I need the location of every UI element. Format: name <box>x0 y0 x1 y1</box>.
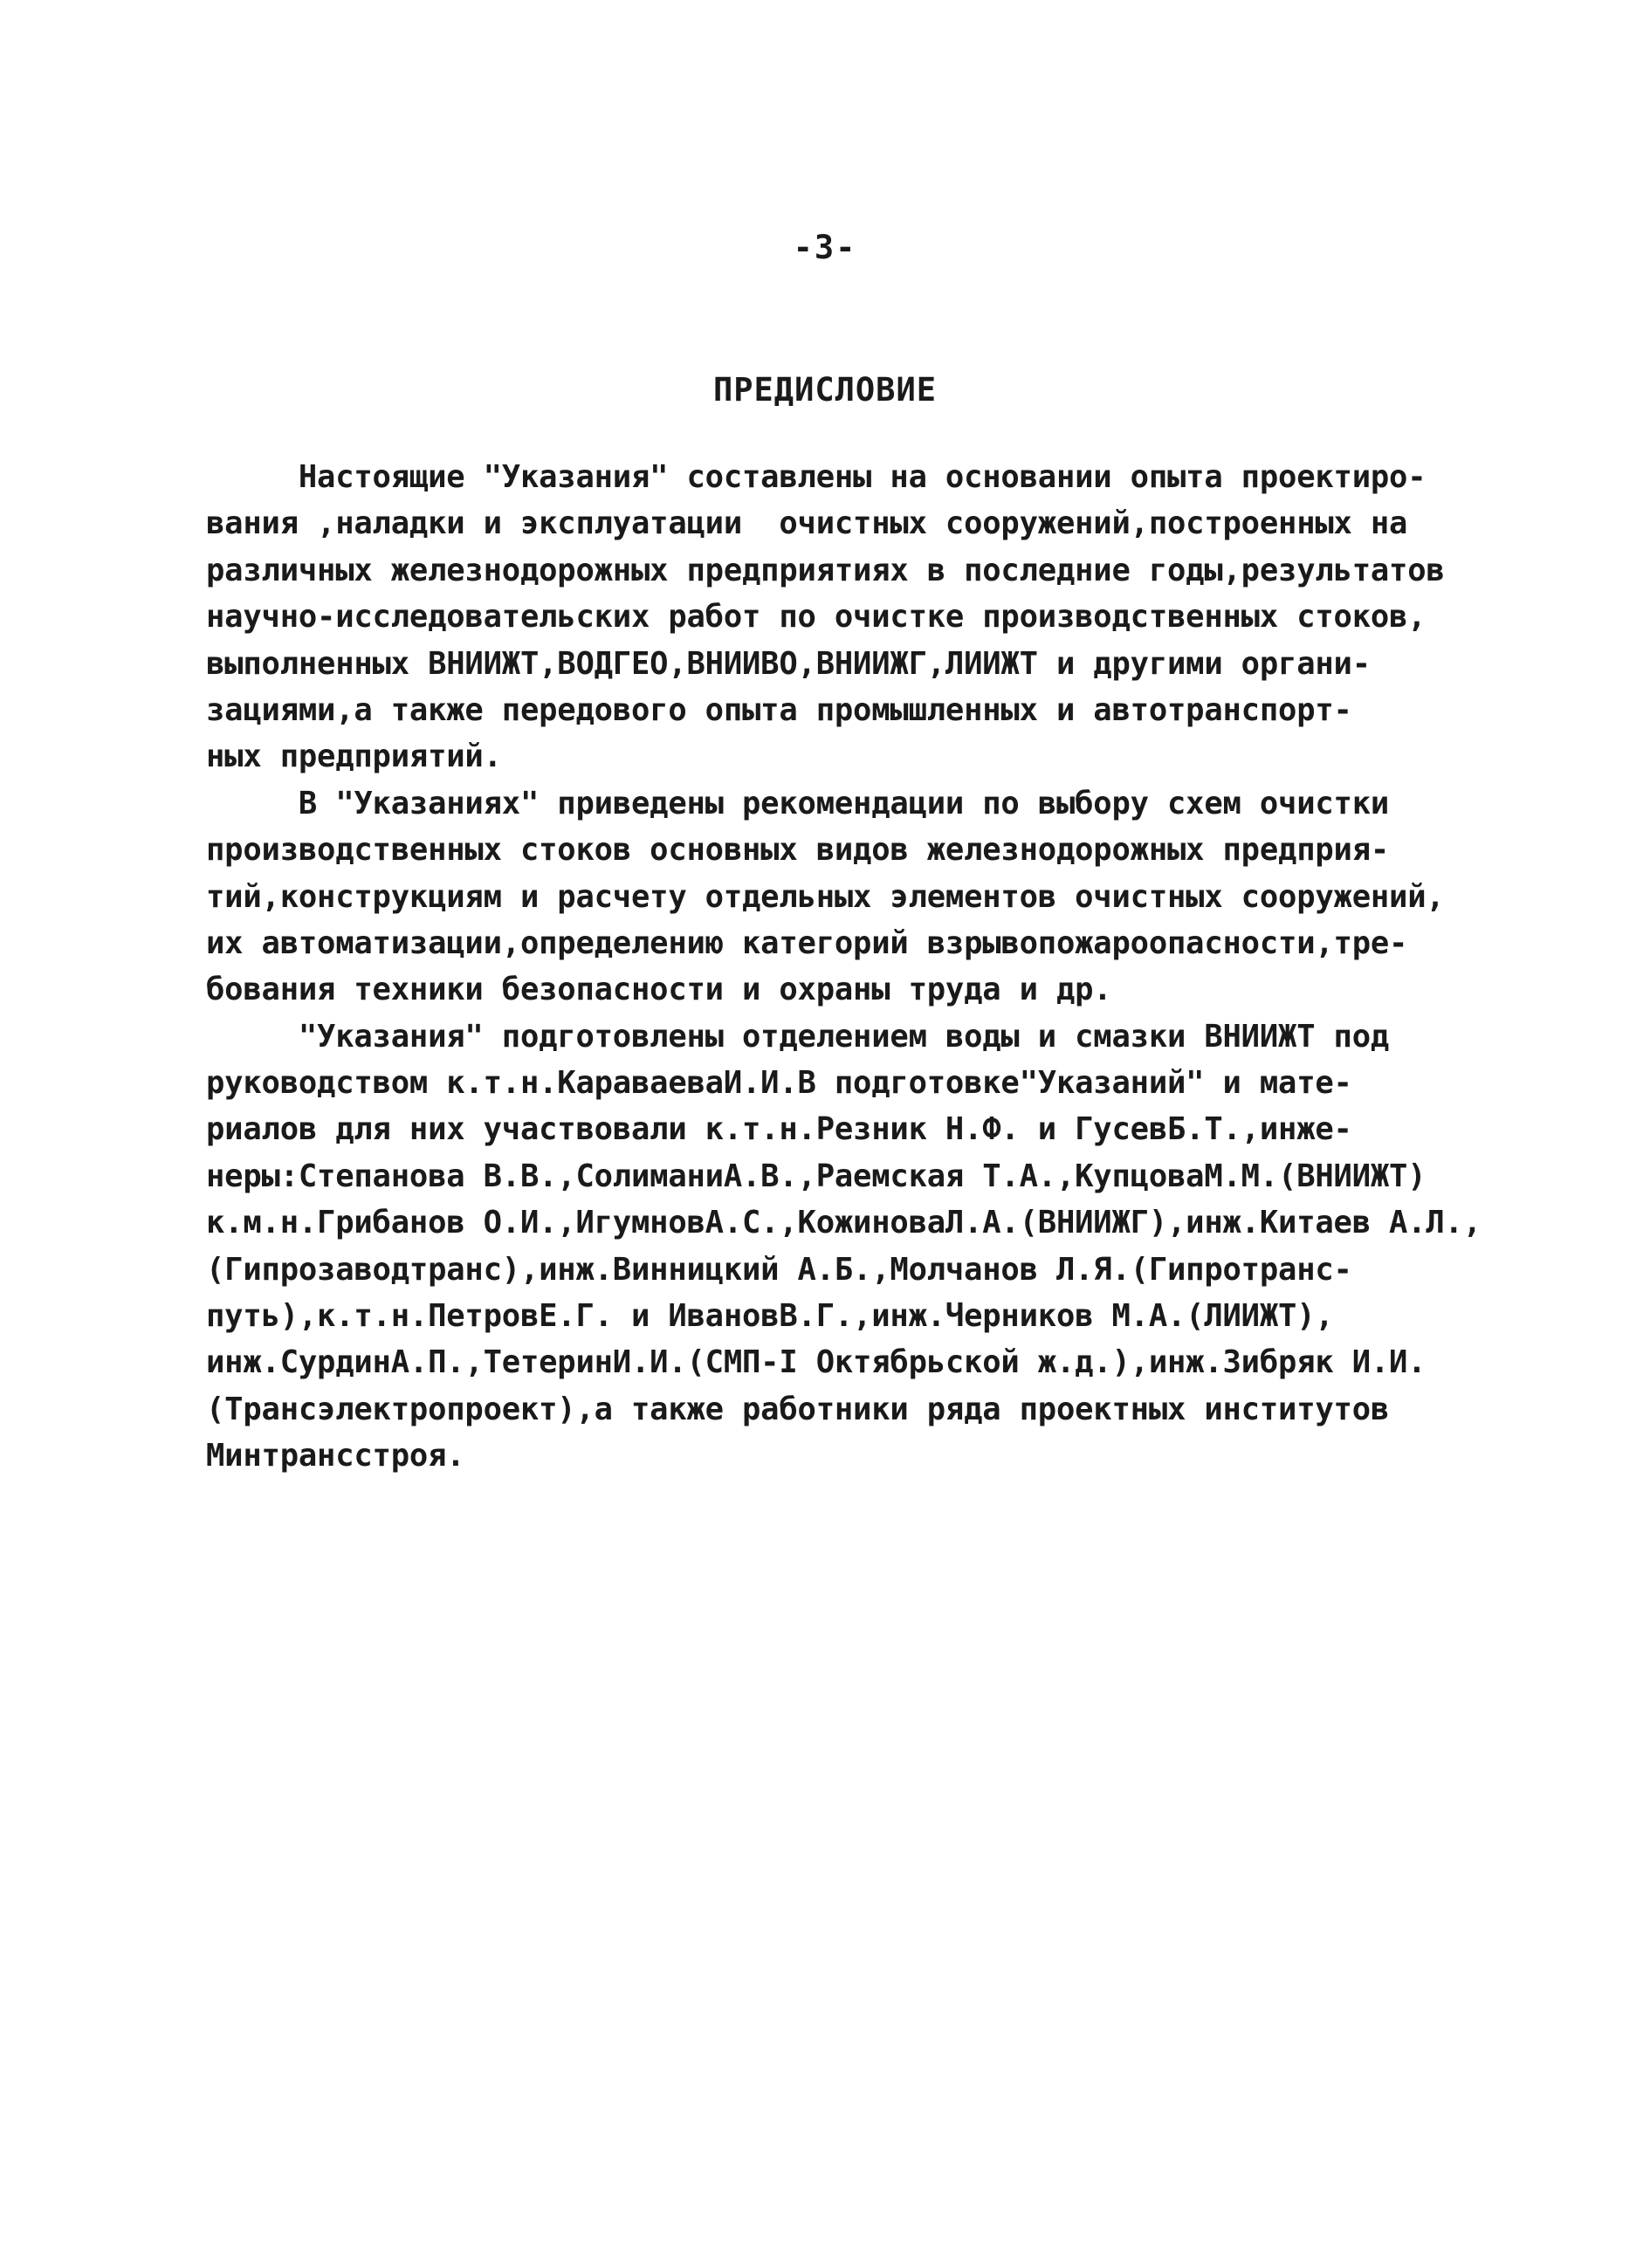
page-title: ПРЕДИСЛОВИЕ <box>712 371 938 409</box>
text-line: различных железнодорожных предприятиях в последние годы,результатов <box>206 552 1445 588</box>
text-line: риалов для них участвовали к.т.н.Резник Н.Ф. и ГусевБ.Т.,инже- <box>206 1111 1352 1148</box>
text-line: Минтрансстроя. <box>206 1438 465 1474</box>
text-line: неры:Степанова В.В.,СолиманиА.В.,Раемская Т.А.,КупцоваМ.М.(ВНИИЖТ) <box>206 1158 1427 1194</box>
text-line: В "Указаниях" приведены рекомендации по выбору схем очистки <box>206 785 1390 821</box>
text-line: зациями,а также передового опыта промышленных и автотранспорт- <box>206 691 1352 728</box>
text-line: путь),к.т.н.ПетровЕ.Г. и ИвановВ.Г.,инж.Черников М.А.(ЛИИЖТ), <box>206 1298 1334 1335</box>
text-line: к.м.н.Грибанов О.И.,ИгумновА.С.,КожиноваЛ.А.(ВНИИЖГ),инж.Китаев А.Л., <box>206 1205 1482 1241</box>
text-line: производственных стоков основных видов железнодорожных предприя- <box>206 832 1390 869</box>
page-number: -3- <box>793 229 857 266</box>
text-line: руководством к.т.н.КараваеваИ.И.В подготовке"Указаний" и мате- <box>206 1065 1352 1102</box>
text-line: ных предприятий. <box>206 739 502 775</box>
text-line: бования техники безопасности и охраны труда и др. <box>206 972 1112 1008</box>
text-line: научно-исследовательских работ по очистке производственных стоков, <box>206 599 1427 636</box>
text-line: вания ,наладки и эксплуатации очистных сооружений,построенных на <box>206 505 1408 542</box>
text-line: "Указания" подготовлены отделением воды и смазки ВНИИЖТ под <box>206 1018 1390 1055</box>
text-line: их автоматизации,определению категорий взрывопожароопасности,тре- <box>206 924 1408 961</box>
text-line: выполненных ВНИИЖТ,ВОДГЕО,ВНИИВО,ВНИИЖГ,ЛИИЖТ и другими органи- <box>206 645 1371 682</box>
preface-body <box>206 454 1585 1480</box>
text-line: (Гипрозаводтранс),инж.Винницкий А.Б.,Молчанов Л.Я.(Гипротранс- <box>206 1251 1352 1288</box>
text-line: инж.СурдинА.П.,ТетеринИ.И.(СМП-I Октябрьской ж.д.),инж.Зибряк И.И. <box>206 1344 1427 1381</box>
text-line: тий,конструкциям и расчету отдельных элементов очистных сооружений, <box>206 878 1445 915</box>
text-line: (Трансэлектропроект),а также работники ряда проектных институтов <box>206 1391 1390 1427</box>
text-line: Настоящие "Указания" составлены на основании опыта проектиро- <box>206 459 1427 495</box>
